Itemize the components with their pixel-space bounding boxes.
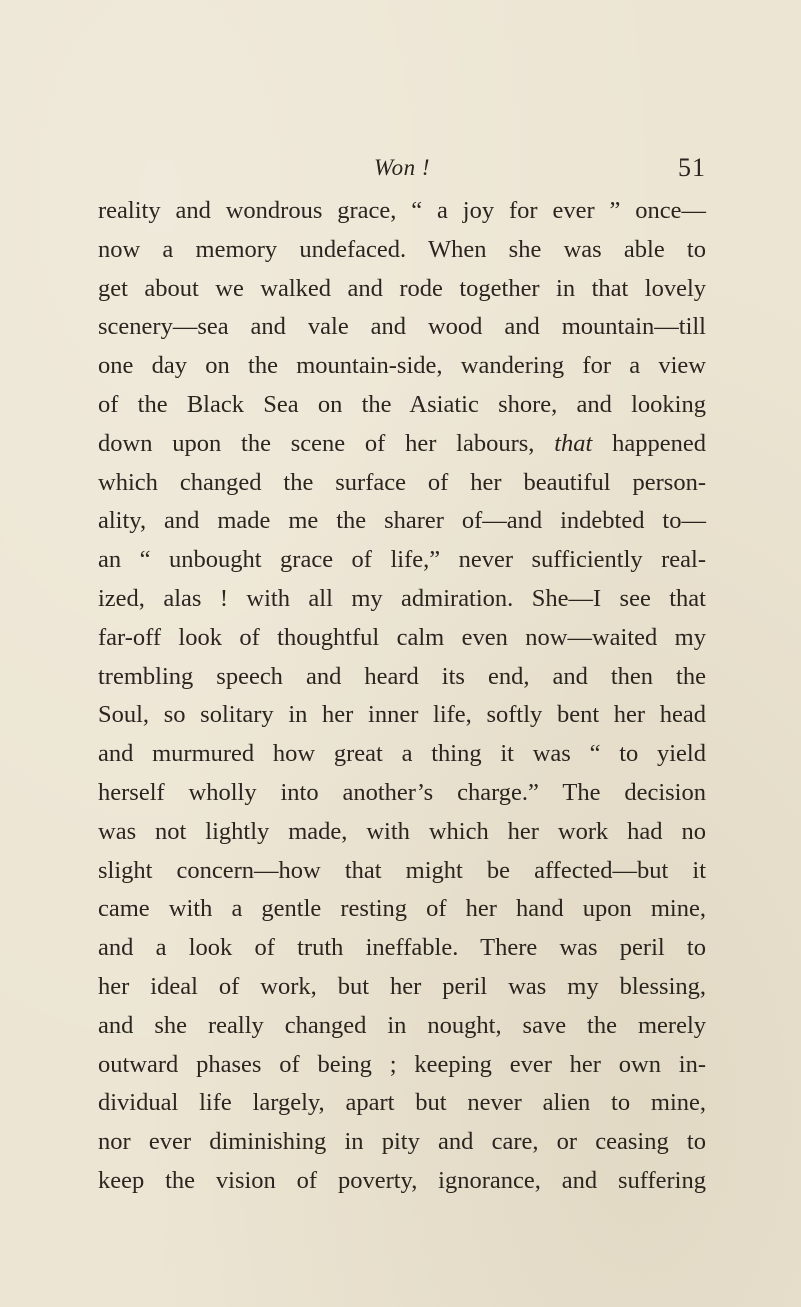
chapter-title: Won !: [374, 155, 430, 180]
text-line-11: ized, alas ! with all my admiration. She—I see that: [98, 584, 706, 612]
running-head: [98, 153, 706, 189]
text-line-1: reality and wondrous grace, “ a joy for ever ” once—: [98, 197, 706, 224]
text-line-14: Soul, so solitary in her inner life, softly bent her head: [98, 701, 706, 729]
text-line-8: which changed the surface of her beautiful person-: [98, 468, 706, 496]
text-line-21: her ideal of work, but her peril was my blessing,: [98, 972, 706, 1000]
text-line-17: was not lightly made, with which her work had no: [98, 817, 706, 845]
text-line-22: and she really changed in nought, save the merely: [98, 1011, 706, 1039]
text-line-5: one day on the mountain-side, wandering for a view: [98, 352, 706, 380]
text-line-3: get about we walked and rode together in that lovely: [98, 274, 706, 302]
text-line-4: scenery—sea and vale and wood and mountain—till: [98, 313, 706, 341]
text-line-9: ality, and made me the sharer of—and indebted to—: [98, 507, 706, 535]
page-number: 51: [678, 153, 706, 182]
text-line-25: nor ever diminishing in pity and care, or ceasing to: [98, 1128, 706, 1156]
text-line-23: outward phases of being ; keeping ever her own in-: [98, 1050, 706, 1078]
text-line-7-before: down upon the scene of her labours,: [98, 429, 555, 457]
text-line-7: [98, 425, 706, 464]
text-line-18: slight concern—how that might be affected—but it: [98, 856, 706, 884]
text-line-16: herself wholly into another’s charge.” The decision: [98, 778, 706, 806]
text-line-19: came with a gentle resting of her hand upon mine,: [98, 895, 706, 923]
text-line-15: and murmured how great a thing it was “ to yield: [98, 740, 706, 768]
text-line-12: far-off look of thoughtful calm even now—waited my: [98, 623, 706, 651]
text-line-20: and a look of truth ineffable. There was peril to: [98, 934, 706, 962]
text-line-7-after: happened: [592, 429, 706, 457]
text-line-10: an “ unbought grace of life,” never sufficiently real-: [98, 546, 706, 574]
text-line-24: dividual life largely, apart but never alien to mine,: [98, 1089, 706, 1117]
body-text: [98, 192, 706, 1201]
italic-word-that: that: [554, 429, 593, 457]
text-line-6: of the Black Sea on the Asiatic shore, and looking: [98, 390, 706, 418]
text-line-13: trembling speech and heard its end, and then the: [98, 662, 706, 690]
text-line-2: now a memory undefaced. When she was able to: [98, 235, 706, 263]
text-line-26: keep the vision of poverty, ignorance, and suffering: [98, 1166, 706, 1194]
